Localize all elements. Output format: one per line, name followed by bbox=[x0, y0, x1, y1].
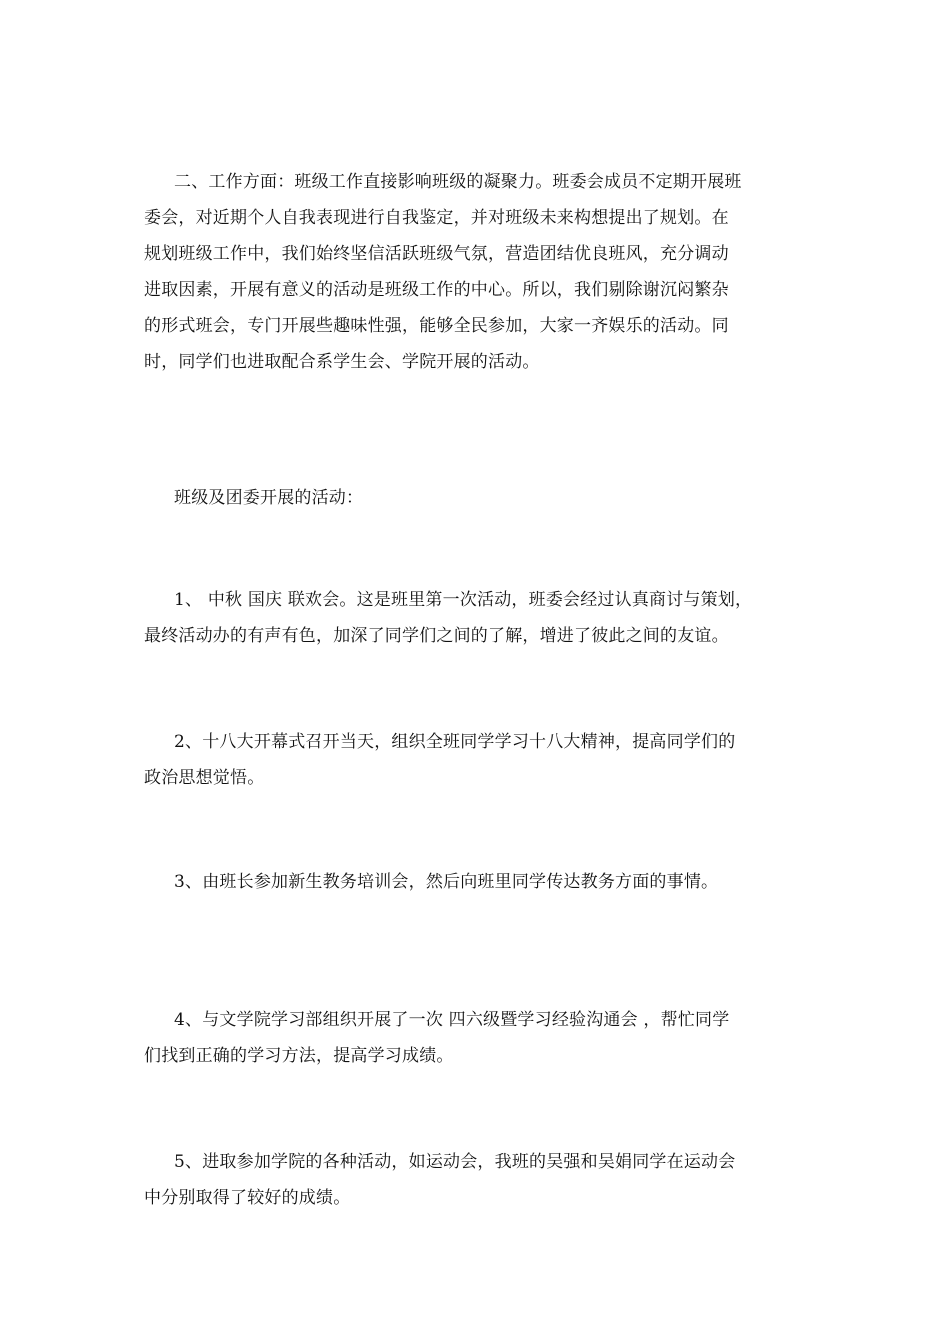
paragraph-work-line-1: 二、工作方面：班级工作直接影响班级的凝聚力。班委会成员不定期开展班 bbox=[174, 172, 742, 192]
activity-item-2-line-1: 2、十八大开幕式召开当天，组织全班同学学习十八大精神，提高同学们的 bbox=[174, 732, 736, 752]
paragraph-work-line-3: 规划班级工作中，我们始终坚信活跃班级气氛，营造团结优良班风，充分调动 bbox=[144, 244, 729, 264]
paragraph-work-line-6: 时，同学们也进取配合系学生会、学院开展的活动。 bbox=[144, 352, 540, 372]
paragraph-work-line-2: 委会，对近期个人自我表现进行自我鉴定，并对班级未来构想提出了规划。在 bbox=[144, 208, 729, 228]
paragraph-work-line-4: 进取因素，开展有意义的活动是班级工作的中心。所以，我们剔除谢沉闷繁杂 bbox=[144, 280, 729, 300]
section-heading-activities: 班级及团委开展的活动： bbox=[174, 488, 364, 508]
activity-item-4-line-2: 们找到正确的学习方法，提高学习成绩。 bbox=[144, 1046, 454, 1066]
activity-item-5-line-2: 中分别取得了较好的成绩。 bbox=[144, 1188, 351, 1208]
paragraph-work-line-5: 的形式班会，专门开展些趣味性强，能够全民参加，大家一齐娱乐的活动。同 bbox=[144, 316, 729, 336]
activity-item-3-line-1: 3、由班长参加新生教务培训会，然后向班里同学传达教务方面的事情。 bbox=[174, 872, 719, 892]
activity-item-4-line-1: 4、与文学院学习部组织开展了一次 四六级暨学习经验沟通会 ，帮忙同学 bbox=[174, 1010, 730, 1030]
activity-item-1-line-2: 最终活动办的有声有色，加深了同学们之间的了解，增进了彼此之间的友谊。 bbox=[144, 626, 729, 646]
activity-item-5-line-1: 5、进取参加学院的各种活动，如运动会，我班的吴强和吴娟同学在运动会 bbox=[174, 1152, 736, 1172]
activity-item-1-line-1: 1、 中秋 国庆 联欢会。这是班里第一次活动，班委会经过认真商讨与策划， bbox=[174, 590, 753, 610]
activity-item-2-line-2: 政治思想觉悟。 bbox=[144, 768, 265, 788]
